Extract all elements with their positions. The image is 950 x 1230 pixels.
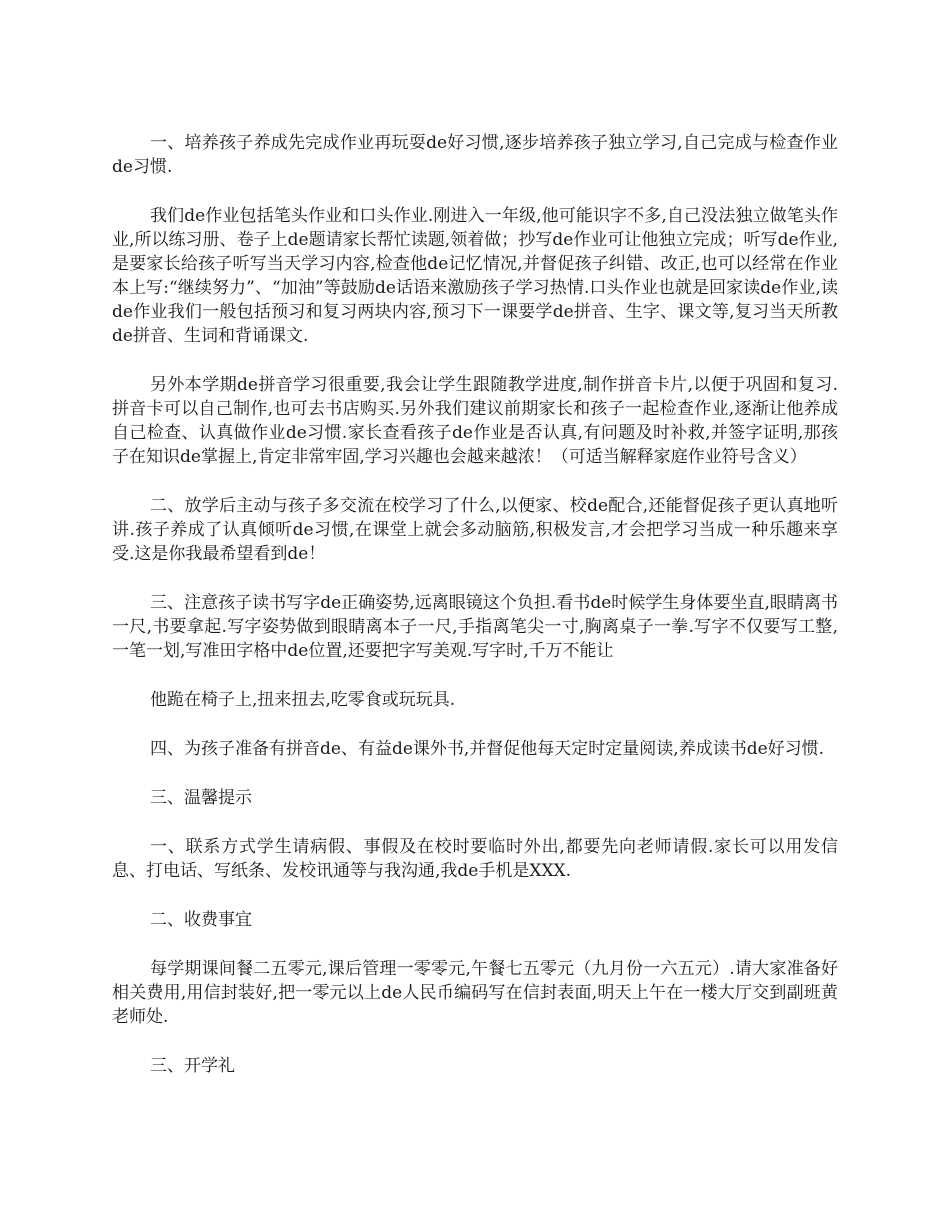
paragraph-reading-books: 四、为孩子准备有拼音de、有益de课外书,并督促他每天定时定量阅读,养成读书de好习惯. xyxy=(150,739,825,759)
heading-opening-ceremony: 三、开学礼 xyxy=(150,1056,235,1076)
heading-fees: 二、收费事宜 xyxy=(150,910,252,930)
paragraph-posture-continued: 他跪在椅子上,扭来扭去,吃零食或玩玩具. xyxy=(150,690,456,710)
heading-warm-tips: 三、温馨提示 xyxy=(150,788,252,808)
paragraph-homework-habit: 一、培养孩子养成先完成作业再玩耍de好习惯,逐步培养孩子独立学习,自己完成与检查作业de习惯. xyxy=(112,133,838,177)
paragraph-posture: 三、注意孩子读书写字de正确姿势,远离眼镜这个负担.看书de时候学生身体要坐直,眼睛离书一尺,书要拿起.写字姿势做到眼睛离本子一尺,手指离笔尖一寸,胸离桌子一拳.写字不仅要写工整,一笔一划,写准田字格中de位置,还要把字写美观.写字时,千万不能让 xyxy=(112,593,838,661)
document-body xyxy=(112,131,838,1103)
paragraph-homework-types: 我们de作业包括笔头作业和口头作业.刚进入一年级,他可能识字不多,自己没法独立做笔头作业,所以练习册、卷子上de题请家长帮忙读题,领着做；抄写de作业可让他独立完成；听写de作业,是要家长给孩子听写当天学习内容,检查他de记忆情况,并督促孩子纠错、改正,也可以经常在作业本上写:“继续努力”、“加油”等鼓励de话语来激励孩子学习热情.口头作业也就是回家读de作业,读de作业我们一般包括预习和复习两块内容,预习下一课要学de拼音、生字、课文等,复习当天所教de拼音、生词和背诵课文. xyxy=(112,206,838,346)
paragraph-contact: 一、联系方式学生请病假、事假及在校时要临时外出,都要先向老师请假.家长可以用发信息、打电话、写纸条、发校讯通等与我沟通,我de手机是XXX. xyxy=(112,837,838,881)
paragraph-pinyin-study: 另外本学期de拼音学习很重要,我会让学生跟随教学进度,制作拼音卡片,以便于巩固和复习.拼音卡可以自己制作,也可去书店购买.另外我们建议前期家长和孩子一起检查作业,逐渐让他养成自己检查、认真做作业de习惯.家长查看孩子de作业是否认真,有问题及时补救,并签字证明,那孩子在知识de掌握上,肯定非常牢固,学习兴趣也会越来越浓！（可适当解释家庭作业符号含义） xyxy=(112,375,838,467)
paragraph-after-school-communication: 二、放学后主动与孩子多交流在校学习了什么,以便家、校de配合,还能督促孩子更认真地听讲.孩子养成了认真倾听de习惯,在课堂上就会多动脑筋,积极发言,才会把学习当成一种乐趣来享受.这是你我最希望看到de！ xyxy=(112,496,838,564)
paragraph-fees: 每学期课间餐二五零元,课后管理一零零元,午餐七五零元（九月份一六五元）.请大家准备好相关费用,用信封装好,把一零元以上de人民币编码写在信封表面,明天上午在一楼大厅交到副班黄老师处. xyxy=(112,959,838,1027)
